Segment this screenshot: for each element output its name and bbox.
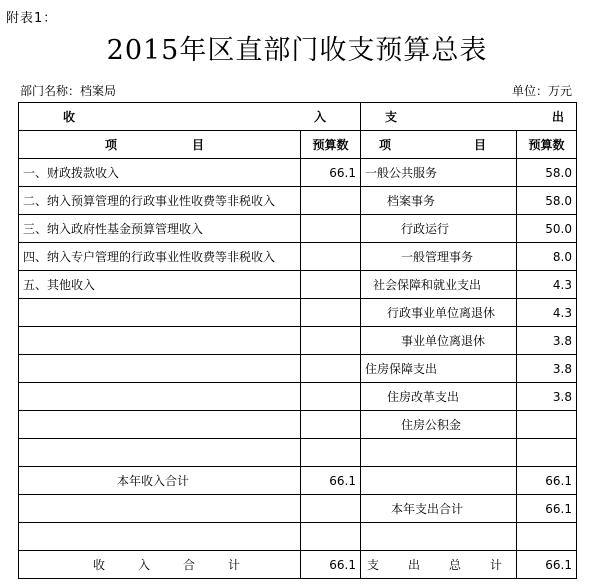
- budget-table: [18, 102, 577, 579]
- expense-item: [361, 439, 517, 467]
- table-row: [19, 299, 577, 327]
- expense-char-2: 出: [551, 109, 564, 124]
- income-item: [19, 523, 301, 551]
- expense-amount: 8.0: [517, 243, 577, 271]
- expense-total-char-3: 总: [448, 557, 461, 572]
- expense-item: 档案事务: [361, 187, 517, 215]
- income-item: 二、纳入预算管理的行政事业性收费等非税收入: [19, 187, 301, 215]
- expense-total-amount: 66.1: [517, 551, 577, 579]
- income-amount: [301, 439, 361, 467]
- income-total-char-2: 入: [137, 557, 150, 572]
- table-row: [19, 355, 577, 383]
- income-amount: [301, 523, 361, 551]
- expense-item: 住房改革支出: [361, 383, 517, 411]
- income-total-label: [19, 551, 301, 579]
- expense-item: 住房保障支出: [361, 355, 517, 383]
- expense-item: 一般管理事务: [361, 243, 517, 271]
- table-row: [19, 243, 577, 271]
- table-row: [19, 439, 577, 467]
- income-total-char-3: 合: [182, 557, 195, 572]
- income-total-char-4: 计: [227, 557, 240, 572]
- income-item: [19, 383, 301, 411]
- income-item: 三、纳入政府性基金预算管理收入: [19, 215, 301, 243]
- income-amount: 66.1: [301, 467, 361, 495]
- expense-amount: 3.8: [517, 327, 577, 355]
- table-row: [19, 159, 577, 187]
- section-header-row: [19, 103, 577, 131]
- income-item: [19, 495, 301, 523]
- expense-amount: 58.0: [517, 159, 577, 187]
- income-amount: [301, 187, 361, 215]
- income-amount: [301, 299, 361, 327]
- income-amount: [301, 383, 361, 411]
- income-item: [19, 411, 301, 439]
- expense-amount: [517, 523, 577, 551]
- expense-item-header: [361, 131, 517, 159]
- income-amount: [301, 327, 361, 355]
- expense-amount: 50.0: [517, 215, 577, 243]
- expense-amount: [517, 411, 577, 439]
- expense-item: 行政事业单位离退休: [361, 299, 517, 327]
- expense-amount: 3.8: [517, 383, 577, 411]
- expense-item: [361, 523, 517, 551]
- income-item: [19, 355, 301, 383]
- income-amount: [301, 355, 361, 383]
- table-row: [19, 215, 577, 243]
- expense-amount: 66.1: [517, 495, 577, 523]
- income-section-header: [19, 103, 361, 131]
- table-row: [19, 495, 577, 523]
- expense-amount: 4.3: [517, 299, 577, 327]
- income-item: 本年收入合计: [19, 467, 301, 495]
- expense-item: 一般公共服务: [361, 159, 517, 187]
- expense-total-char-4: 计: [489, 557, 502, 572]
- expense-amount: 3.8: [517, 355, 577, 383]
- expense-amount-header: 预算数: [517, 131, 577, 159]
- income-item: [19, 439, 301, 467]
- expense-amount: 58.0: [517, 187, 577, 215]
- income-amount: [301, 215, 361, 243]
- income-item: 一、财政拨款收入: [19, 159, 301, 187]
- expense-total-char-1: 支: [367, 557, 380, 572]
- expense-item-char-1: 项: [379, 137, 392, 152]
- table-row: [19, 411, 577, 439]
- expense-char-1: 支: [385, 109, 398, 124]
- income-amount: [301, 271, 361, 299]
- table-row: [19, 187, 577, 215]
- table-row: [19, 327, 577, 355]
- income-amount: [301, 411, 361, 439]
- income-char-1: 收: [63, 109, 76, 124]
- expense-item: 本年支出合计: [361, 495, 517, 523]
- income-item: 四、纳入专户管理的行政事业性收费等非税收入: [19, 243, 301, 271]
- income-item-char-1: 项: [105, 137, 118, 152]
- expense-item-char-2: 目: [473, 137, 486, 152]
- income-item: 五、其他收入: [19, 271, 301, 299]
- expense-amount: [517, 439, 577, 467]
- page-title: 2015年区直部门收支预算总表: [106, 35, 488, 66]
- expense-item: [361, 467, 517, 495]
- income-amount-header: 预算数: [301, 131, 361, 159]
- attachment-label: 附表1：: [6, 11, 58, 26]
- income-char-2: 入: [313, 109, 326, 124]
- expense-item: 社会保障和就业支出: [361, 271, 517, 299]
- expense-item: 住房公积金: [361, 411, 517, 439]
- expense-amount: 4.3: [517, 271, 577, 299]
- table-row: [19, 271, 577, 299]
- income-item-header: [19, 131, 301, 159]
- table-row: [19, 467, 577, 495]
- unit-label: 单位：万元: [511, 84, 572, 98]
- income-total-char-1: 收: [93, 557, 106, 572]
- income-amount: [301, 495, 361, 523]
- expense-total-char-2: 出: [407, 557, 420, 572]
- expense-item: 事业单位离退休: [361, 327, 517, 355]
- table-row: [19, 523, 577, 551]
- expense-amount: 66.1: [517, 467, 577, 495]
- department-label: 部门名称：档案局: [20, 84, 117, 98]
- income-item-char-2: 目: [191, 137, 204, 152]
- income-total-amount: 66.1: [301, 551, 361, 579]
- column-header-row: [19, 131, 577, 159]
- table-row: [19, 383, 577, 411]
- income-amount: [301, 243, 361, 271]
- grand-total-row: [19, 551, 577, 579]
- expense-section-header: [361, 103, 577, 131]
- income-item: [19, 299, 301, 327]
- income-amount: 66.1: [301, 159, 361, 187]
- expense-total-label: [361, 551, 517, 579]
- income-item: [19, 327, 301, 355]
- expense-item: 行政运行: [361, 215, 517, 243]
